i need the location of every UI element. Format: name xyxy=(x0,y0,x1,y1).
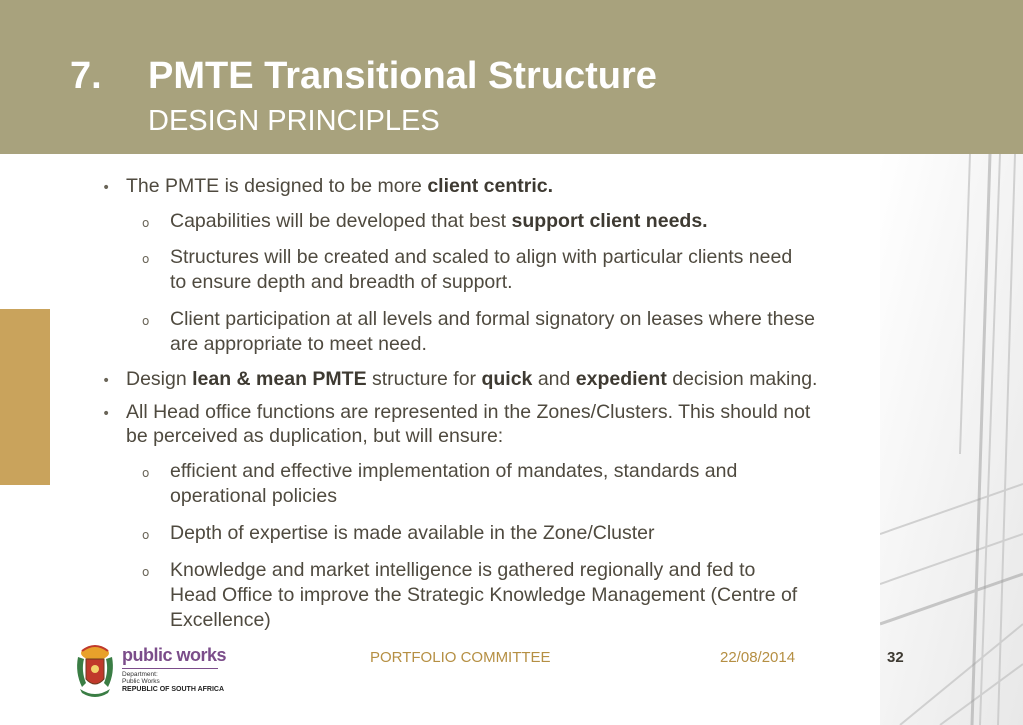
bullet-marker: • xyxy=(102,180,111,196)
text: and xyxy=(532,368,576,390)
bullet-head-office xyxy=(126,400,810,449)
sub-bullet-marker: o xyxy=(142,565,150,579)
logo-divider xyxy=(122,668,218,669)
page-number: 32 xyxy=(887,649,904,666)
section-number: 7. xyxy=(70,55,102,97)
line: Knowledge and market intelligence is gathered regionally and fed to xyxy=(170,559,756,581)
sub-bullet-structures xyxy=(170,245,792,295)
bold: quick xyxy=(481,368,533,390)
logo-title: public works xyxy=(122,645,227,665)
title-text: PMTE Transitional Structure xyxy=(148,55,657,97)
text: decision making. xyxy=(666,368,818,390)
sub-bullet-knowledge xyxy=(170,558,797,633)
sub-bullet-marker: o xyxy=(142,466,150,480)
footer-committee: PORTFOLIO COMMITTEE xyxy=(370,649,551,666)
sub-bullet-efficient xyxy=(170,459,737,509)
line: Client participation at all levels and formal signatory on leases where these xyxy=(170,308,815,330)
line: are appropriate to meet need. xyxy=(170,333,427,355)
coat-of-arms-icon xyxy=(72,643,118,701)
line: Excellence) xyxy=(170,609,271,631)
sub-bullet-client-participation xyxy=(170,307,815,357)
logo-country: REPUBLIC OF SOUTH AFRICA xyxy=(122,686,225,693)
line: efficient and effective implementation of mandates, standards and xyxy=(170,460,738,482)
line: be perceived as duplication, but will ensure: xyxy=(126,425,504,447)
line: Head Office to improve the Strategic Knowledge Management (Centre of xyxy=(170,584,798,606)
bullet-client-centric xyxy=(126,174,553,199)
logo-department: Department: xyxy=(122,671,158,678)
sub-bullet-marker: o xyxy=(142,216,150,230)
bullet-lean-mean xyxy=(126,367,817,392)
text: structure for xyxy=(366,368,482,390)
sub-bullet-marker: o xyxy=(142,314,150,328)
bold: expedient xyxy=(575,368,667,390)
bold: lean & mean PMTE xyxy=(192,368,367,390)
bullet-text: The PMTE is designed to be more xyxy=(126,175,428,197)
bullet-marker: • xyxy=(102,373,111,389)
line: All Head office functions are represented in the Zones/Clusters. This should not xyxy=(126,401,811,423)
sub-bullet-text: Capabilities will be developed that best xyxy=(170,210,512,232)
sub-bullet-depth: Depth of expertise is made available in the Zone/Cluster xyxy=(170,522,655,544)
sub-bullet-bold: support client needs. xyxy=(511,210,708,232)
public-works-logo xyxy=(72,643,232,703)
text: Design xyxy=(126,368,193,390)
sub-bullet-marker: o xyxy=(142,252,150,266)
line: Structures will be created and scaled to align with particular clients need xyxy=(170,246,793,268)
bullet-bold: client centric. xyxy=(427,175,554,197)
logo-department-name: Public Works xyxy=(122,678,160,685)
bullet-marker: • xyxy=(102,406,111,422)
line: operational policies xyxy=(170,485,337,507)
footer-date: 22/08/2014 xyxy=(720,649,796,666)
sub-bullet-marker: o xyxy=(142,528,150,542)
line: to ensure depth and breadth of support. xyxy=(170,271,513,293)
slide-subtitle: DESIGN PRINCIPLES xyxy=(148,105,440,137)
sub-bullet-capabilities xyxy=(170,209,708,234)
